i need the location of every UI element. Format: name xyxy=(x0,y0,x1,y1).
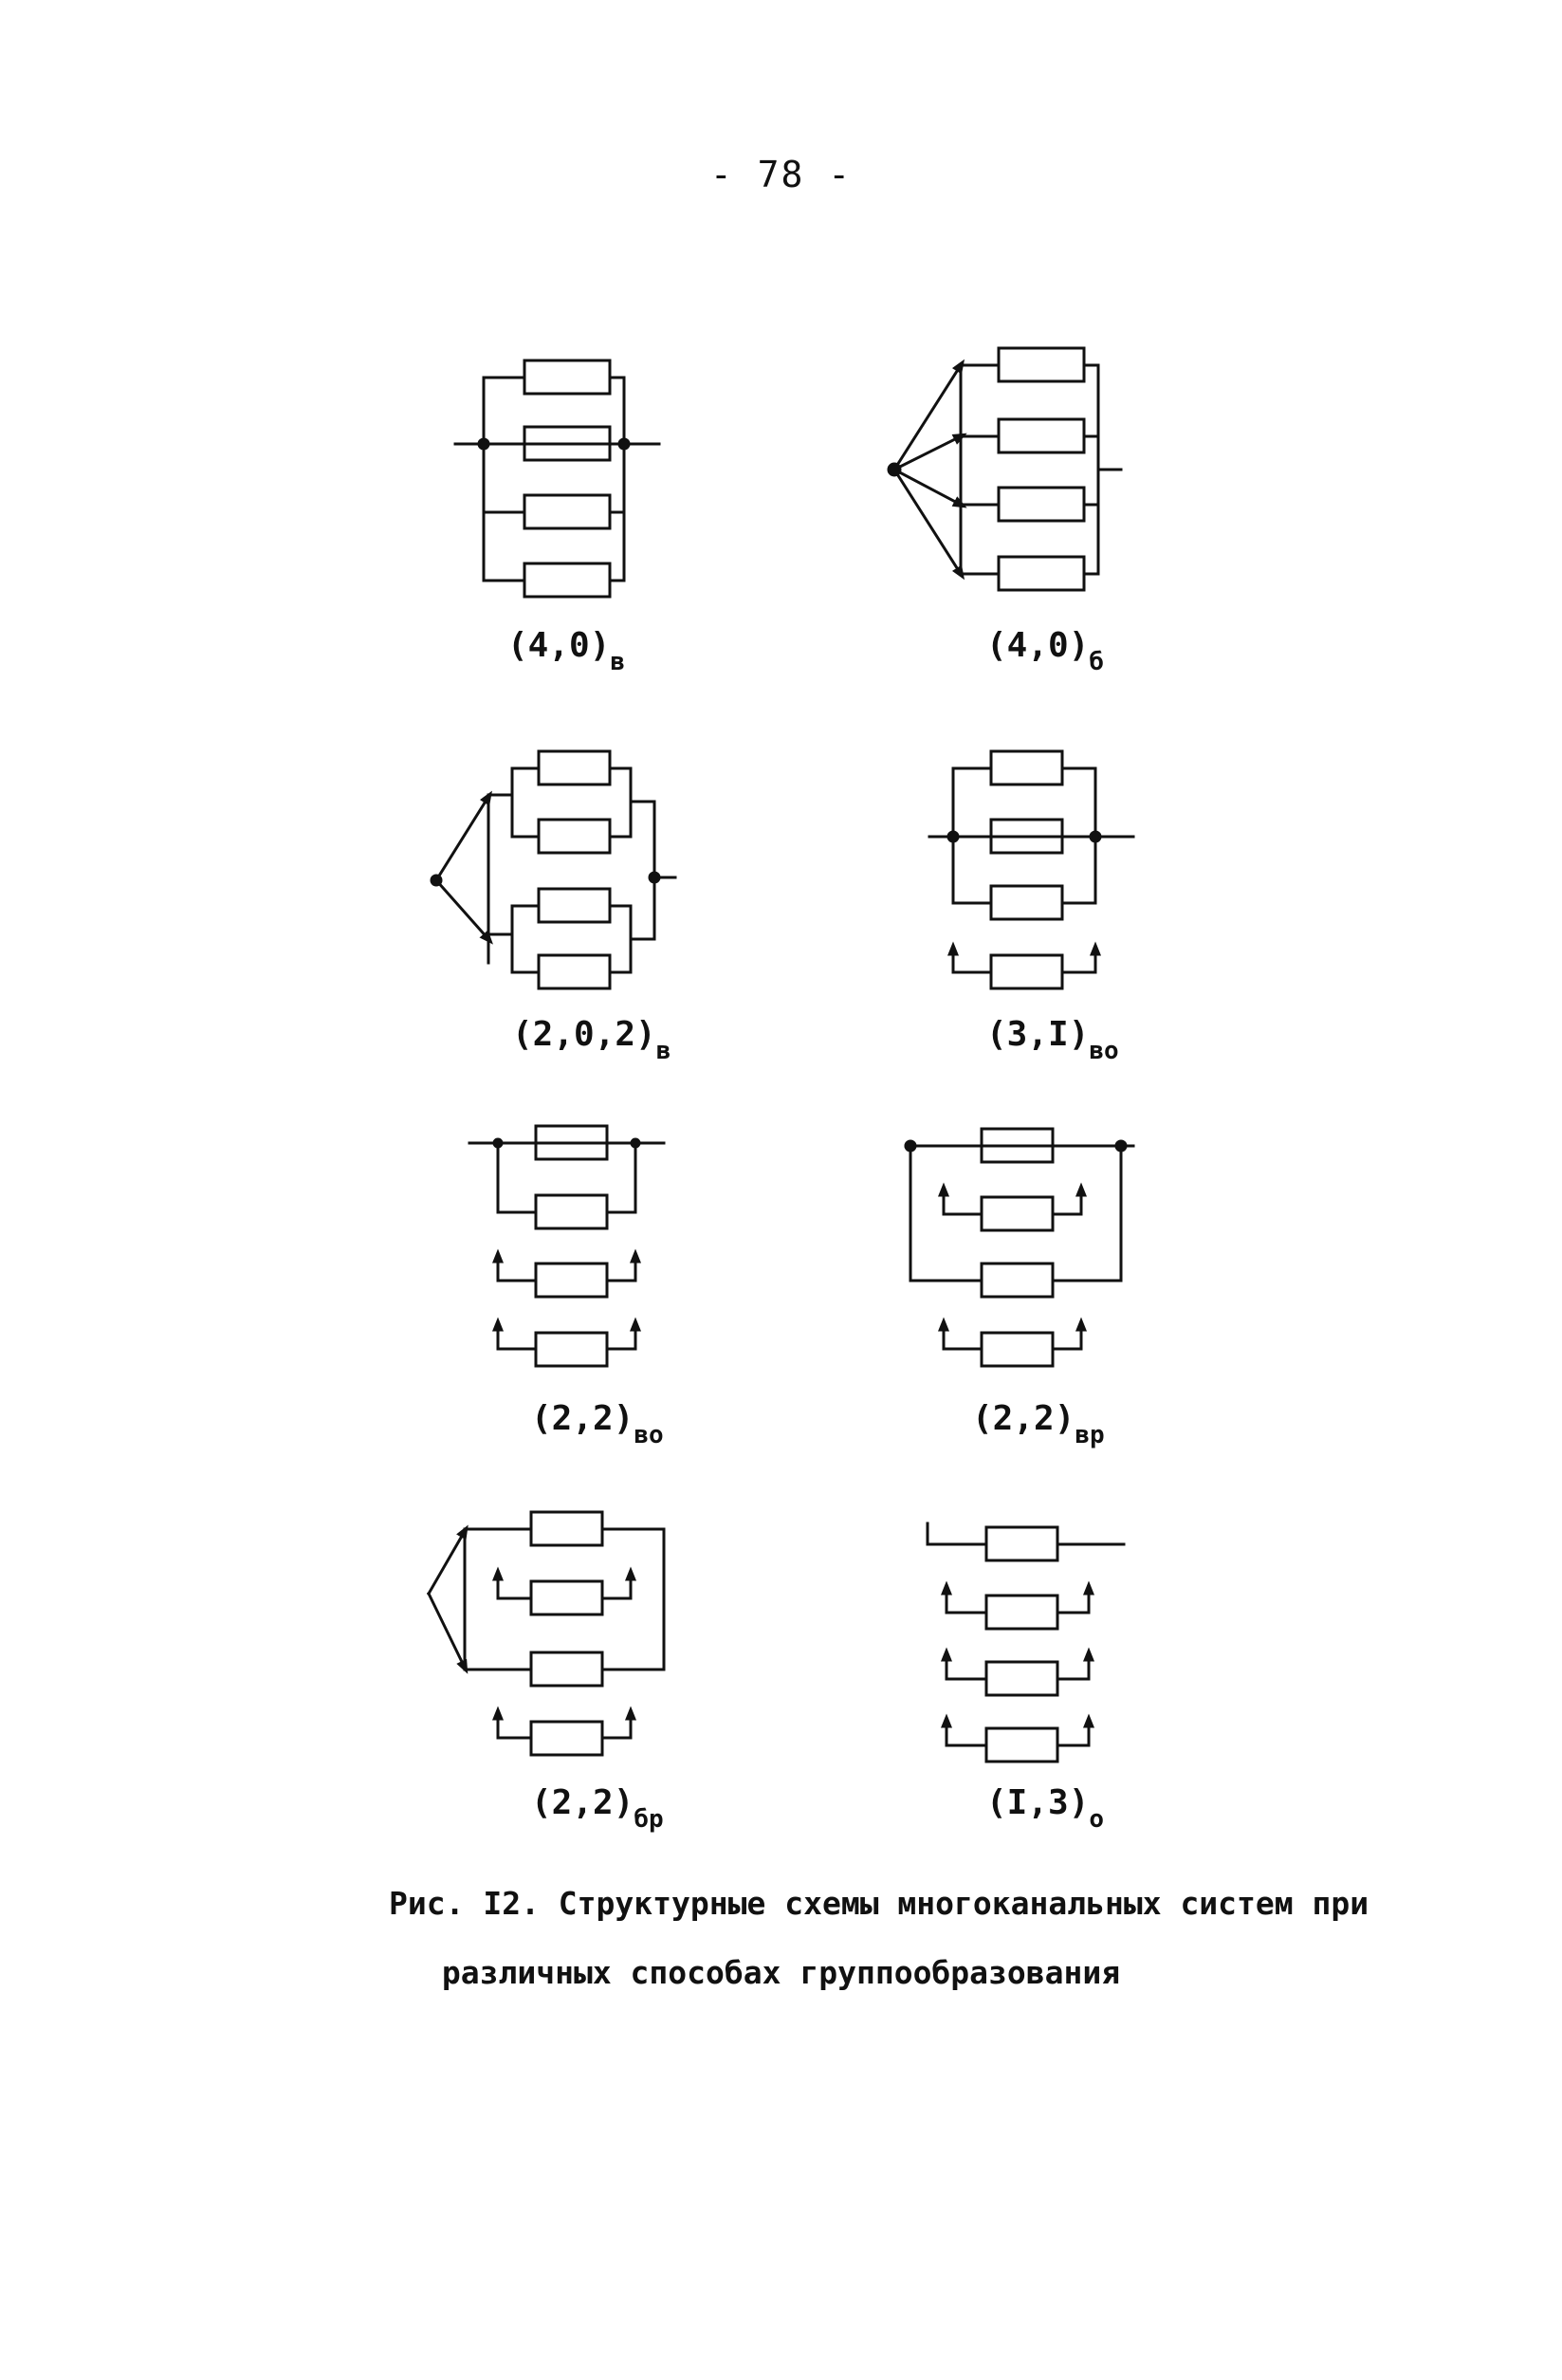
channel-element xyxy=(999,488,1084,521)
scheme-label-subscript: в xyxy=(655,1037,671,1065)
channel-element xyxy=(982,1264,1053,1297)
scheme-label-2-0-2-v xyxy=(512,1015,671,1065)
channel-element xyxy=(986,1527,1057,1560)
scheme-label-4-0-b xyxy=(986,626,1105,676)
scheme-label-subscript: вр xyxy=(1075,1421,1105,1449)
scheme-label-main: (3,I) xyxy=(986,1015,1090,1054)
scheme-2-2-br xyxy=(429,1512,664,1755)
channel-element xyxy=(536,1264,607,1297)
channel-element xyxy=(999,348,1084,381)
channel-element xyxy=(536,1333,607,1366)
scheme-label-3-1-vo xyxy=(986,1015,1119,1065)
scheme-label-subscript: о xyxy=(1089,1805,1105,1834)
scheme-label-subscript: во xyxy=(634,1421,664,1449)
scheme-2-0-2-v xyxy=(432,751,675,988)
scheme-label-subscript: бр xyxy=(634,1805,664,1834)
channel-element xyxy=(524,563,610,597)
channel-element xyxy=(986,1596,1057,1629)
scheme-label-2-2-vo xyxy=(531,1399,664,1449)
channel-element xyxy=(539,820,610,853)
scheme-label-main: (4,0) xyxy=(507,626,611,665)
scheme-label-4-0-v xyxy=(507,626,626,676)
channel-element xyxy=(982,1333,1053,1366)
channel-element xyxy=(991,955,1062,988)
channel-element xyxy=(991,886,1062,919)
channel-element xyxy=(531,1512,602,1545)
channel-element xyxy=(539,889,610,922)
scheme-label-2-2-vr xyxy=(972,1399,1105,1449)
scheme-label-main: (I,3) xyxy=(986,1783,1090,1822)
scheme-4-0-v xyxy=(455,360,659,597)
scheme-label-2-2-br xyxy=(531,1783,664,1834)
figure-caption-line-1: Рис. I2. Структурные схемы многоканальных систем при xyxy=(389,1885,1369,1922)
channel-element xyxy=(986,1662,1057,1695)
scheme-2-2-vr xyxy=(906,1129,1133,1366)
page-number: - 78 - xyxy=(709,154,853,195)
scheme-label-main: (4,0) xyxy=(986,626,1090,665)
scheme-4-0-b xyxy=(889,348,1121,590)
channel-element xyxy=(524,360,610,394)
channel-element xyxy=(524,495,610,528)
channel-element xyxy=(986,1728,1057,1762)
channel-element xyxy=(999,419,1084,452)
scheme-label-1-3-o xyxy=(986,1783,1105,1834)
scheme-label-main: (2,0,2) xyxy=(512,1015,656,1054)
scheme-label-main: (2,2) xyxy=(972,1399,1075,1438)
channel-element xyxy=(531,1581,602,1614)
channel-element xyxy=(999,557,1084,590)
scheme-label-subscript: во xyxy=(1089,1037,1119,1065)
channel-element xyxy=(536,1195,607,1228)
channel-element xyxy=(531,1652,602,1686)
channel-element xyxy=(539,751,610,784)
channel-element xyxy=(539,955,610,988)
figure-caption-line-2: различных способах группообразования xyxy=(441,1954,1121,1991)
channel-element xyxy=(991,751,1062,784)
scheme-3-1-vo xyxy=(929,751,1133,988)
scheme-label-subscript: б xyxy=(1089,648,1105,676)
scheme-label-main: (2,2) xyxy=(531,1783,634,1822)
scheme-label-main: (2,2) xyxy=(531,1399,634,1438)
scheme-2-2-vo xyxy=(469,1126,664,1366)
channel-element xyxy=(531,1722,602,1755)
scheme-1-3-o xyxy=(928,1523,1124,1762)
channel-element xyxy=(982,1197,1053,1230)
scheme-label-subscript: в xyxy=(610,648,626,676)
